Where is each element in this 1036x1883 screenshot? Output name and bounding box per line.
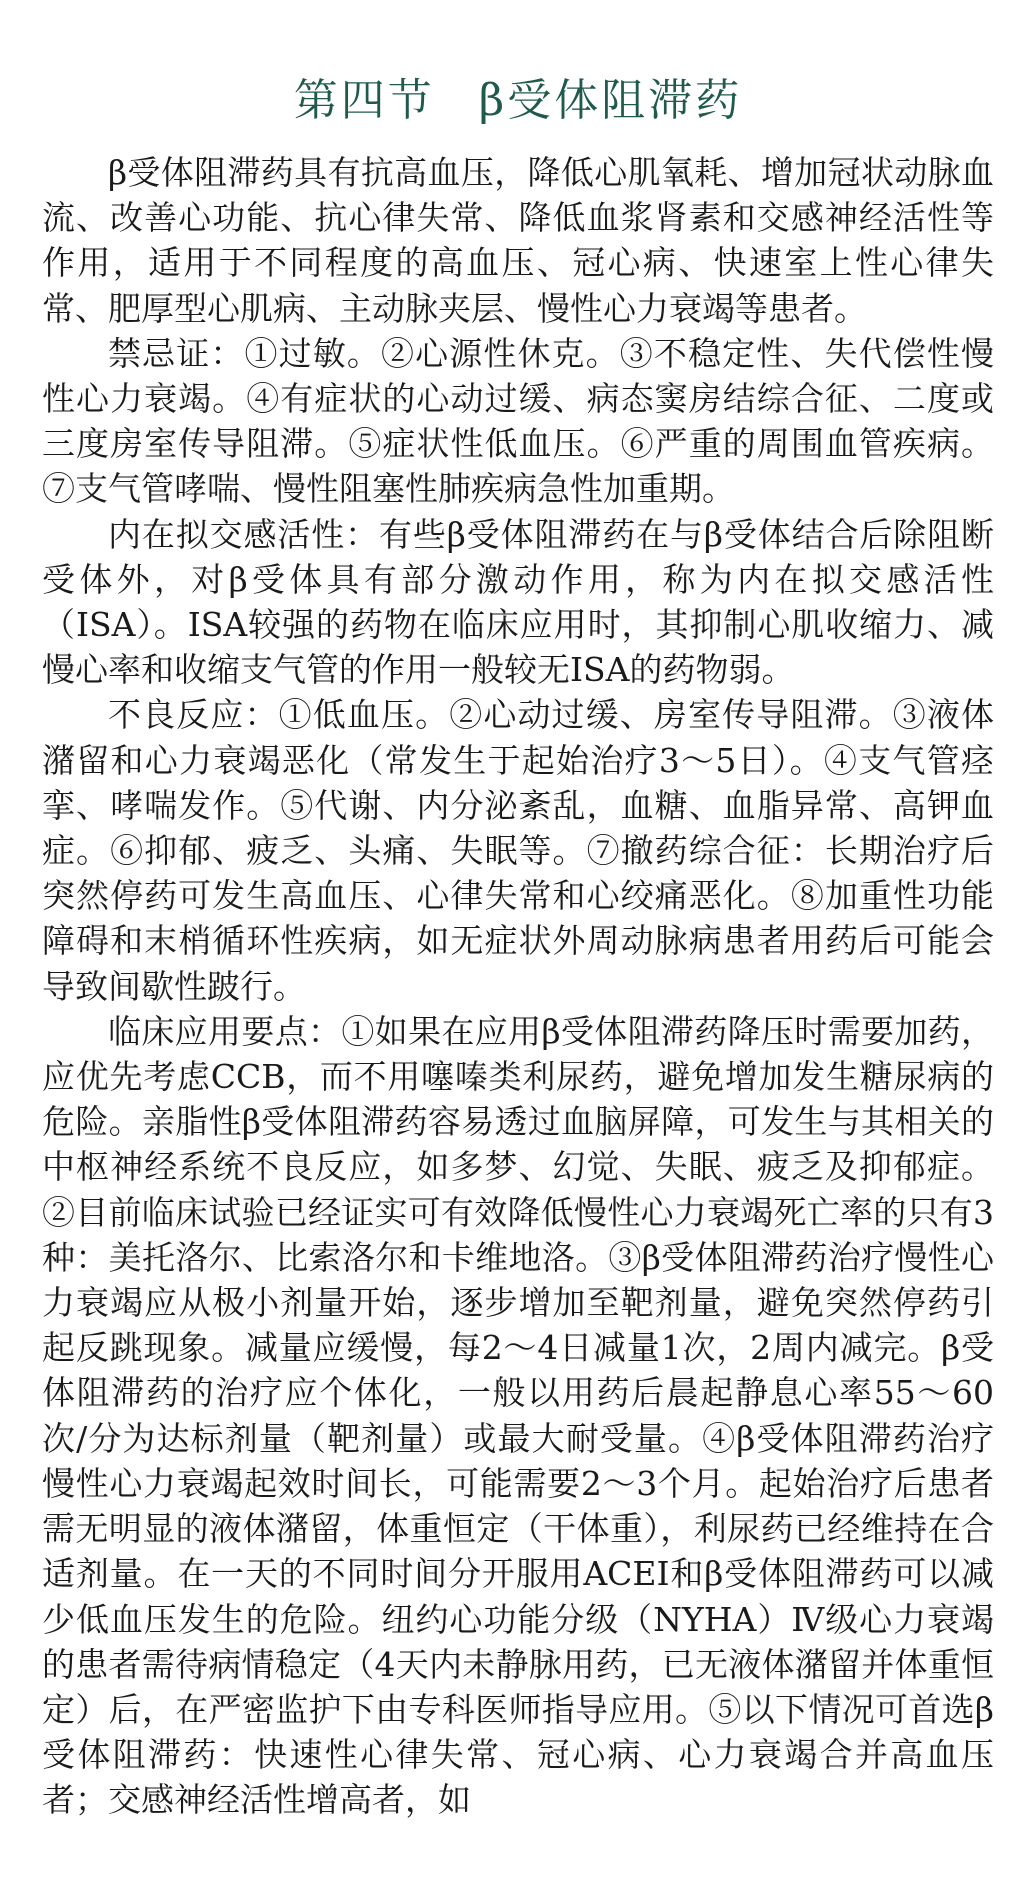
section-title: β受体阻滞药 — [478, 75, 743, 126]
paragraph-adverse-reactions: 不良反应：①低血压。②心动过缓、房室传导阻滞。③液体潴留和心力衰竭恶化（常发生于起始治疗3～5日）。④支气管痉挛、哮喘发作。⑤代谢、内分泌紊乱，血糖、血脂异常、高钾血症。⑥抑郁、疲乏、头痛、失眠等。⑦撤药综合征：长期治疗后突然停药可发生高血压、心律失常和心绞痛恶化。⑧加重性功能障碍和末梢循环性疾病，如无症状外周动脉病患者用药后可能会导致间歇性跛行。 — [42, 695, 994, 1006]
paragraph-clinical-points: 临床应用要点：①如果在应用β受体阻滞药降压时需要加药，应优先考虑CCB，而不用噻嗪类利尿药，避免增加发生糖尿病的危险。亲脂性β受体阻滞药容易透过血脑屏障，可发生与其相关的中枢神经系统不良反应，如多梦、幻觉、失眠、疲乏及抑郁症。②目前临床试验已经证实可有效降低慢性心力衰竭死亡率的只有3种：美托洛尔、比索洛尔和卡维地洛。③β受体阻滞药治疗慢性心力衰竭应从极小剂量开始，逐步增加至靶剂量，避免突然停药引起反跳现象。减量应缓慢，每2～4日减量1次，2周内减完。β受体阻滞药的治疗应个体化，一般以用药后晨起静息心率55～60次/分为达标剂量（靶剂量）或最大耐受量。④β受体阻滞药治疗慢性心力衰竭起效时间长，可能需要2～3个月。起始治疗后患者需无明显的液体潴留，体重恒定（干体重），利尿药已经维持在合适剂量。在一天的不同时间分开服用ACEI和β受体阻滞药可以减少低血压发生的危险。纽约心功能分级（NYHA）Ⅳ级心力衰竭的患者需待病情稳定（4天内未静脉用药，已无液体潴留并体重恒定）后，在严密监护下由专科医师指导应用。⑤以下情况可首选β受体阻滞药：快速性心律失常、冠心病、心力衰竭合并高血压者；交感神经活性增高者，如 — [42, 1011, 994, 1820]
section-heading — [42, 70, 994, 132]
body-text — [42, 150, 994, 1823]
paragraph-intro: β受体阻滞药具有抗高血压，降低心肌氧耗、增加冠状动脉血流、改善心功能、抗心律失常、降低血浆肾素和交感神经活性等作用，适用于不同程度的高血压、冠心病、快速室上性心律失常、肥厚型心肌病、主动脉夹层、慢性心力衰竭等患者。 — [42, 153, 994, 328]
section-number: 第四节 — [293, 75, 435, 126]
paragraph-isa: 内在拟交感活性：有些β受体阻滞药在与β受体结合后除阻断受体外，对β受体具有部分激动作用，称为内在拟交感活性（ISA）。ISA较强的药物在临床应用时，其抑制心肌收缩力、减慢心率和收缩支气管的作用一般较无ISA的药物弱。 — [42, 514, 994, 690]
paragraph-contraindications: 禁忌证：①过敏。②心源性休克。③不稳定性、失代偿性慢性心力衰竭。④有症状的心动过缓、病态窦房结综合征、二度或三度房室传导阻滞。⑤症状性低血压。⑥严重的周围血管疾病。⑦支气管哮喘、慢性阻塞性肺疾病急性加重期。 — [42, 333, 994, 509]
